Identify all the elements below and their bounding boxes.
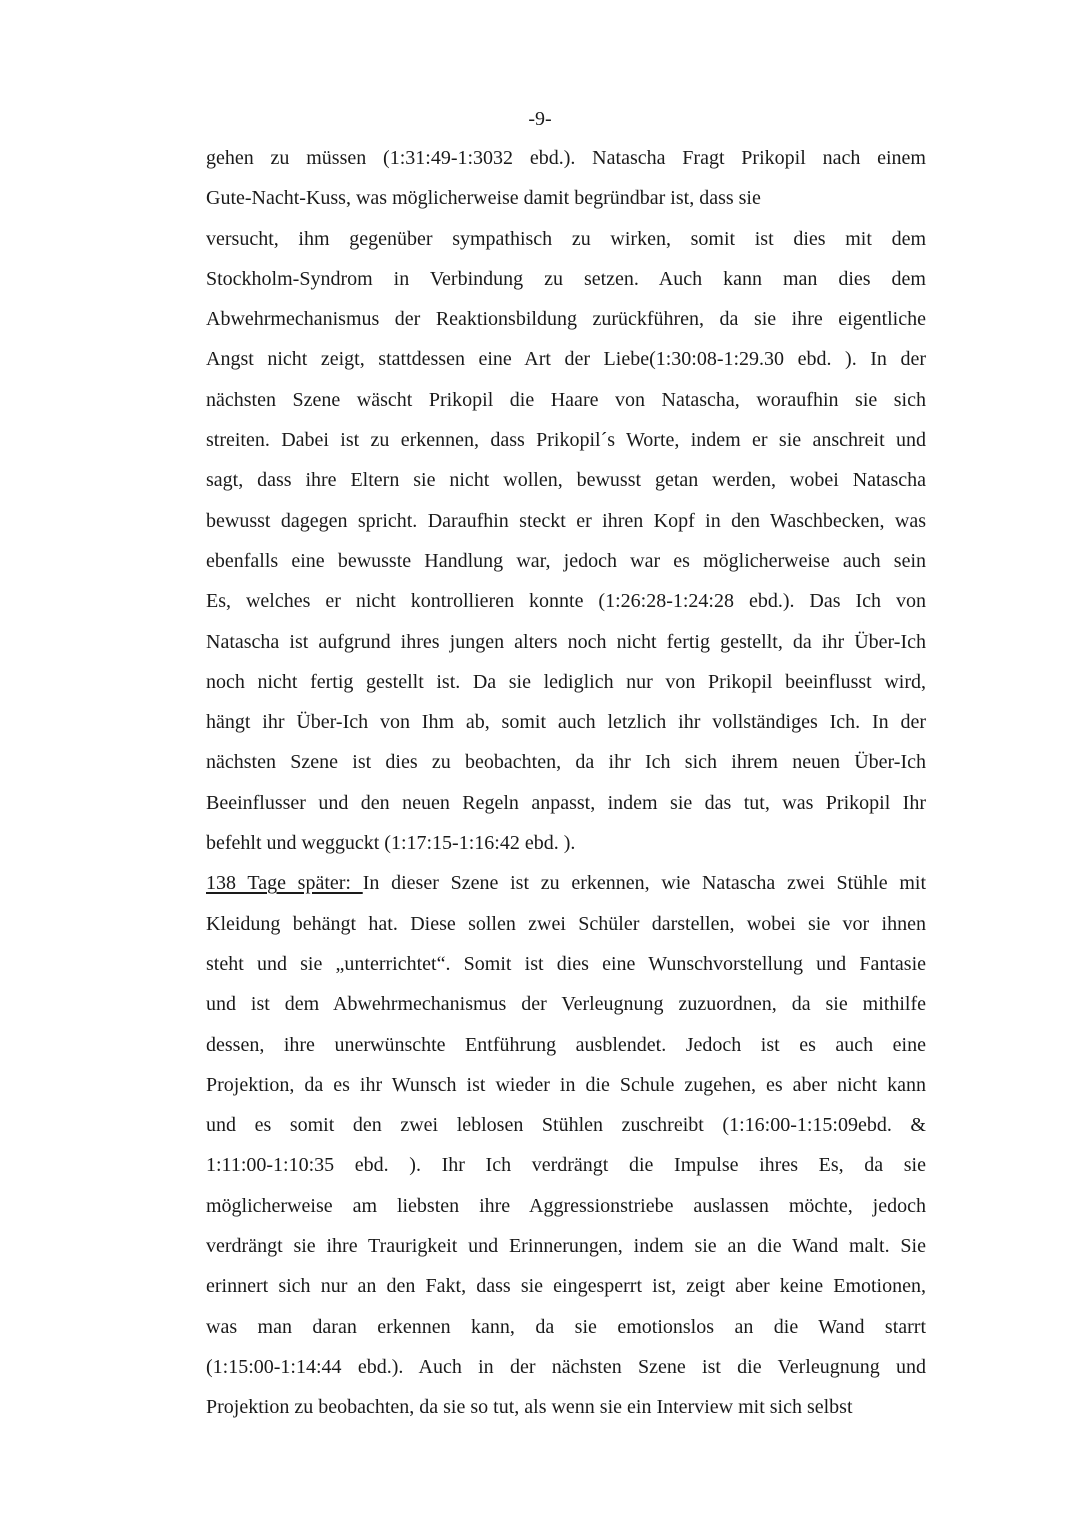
section-heading-line (206, 866, 926, 906)
text-line: ebenfalls eine bewusste Handlung war, jedoch war es möglicherweise auch sein (206, 549, 926, 572)
text-line: 1:11:00-1:10:35 ebd. ). Ihr Ich verdrängt die Impulse ihres Es, da sie (206, 1154, 926, 1177)
text-line: befehlt und wegguckt (1:17:15-1:16:42 ebd. ). (206, 832, 576, 855)
text-line: Natascha ist aufgrund ihres jungen alters noch nicht fertig gestellt, da ihr Über-Ich (206, 630, 926, 653)
text-line: nächsten Szene ist dies zu beobachten, da ihr Ich sich ihrem neuen Über-Ich (206, 751, 926, 774)
text-line: Kleidung behängt hat. Diese sollen zwei Schüler darstellen, wobei sie vor ihnen (206, 912, 926, 935)
text-line: (1:15:00-1:14:44 ebd.). Auch in der nächsten Szene ist die Verleugnung und (206, 1355, 926, 1378)
text-line: steht und sie „unterrichtet“. Somit ist dies eine Wunschvorstellung und Fantasie (206, 952, 926, 975)
text-line: versucht, ihm gegenüber sympathisch zu wirken, somit ist dies mit dem (206, 227, 926, 250)
text-line: und ist dem Abwehrmechanismus der Verleugnung zuzuordnen, da sie mithilfe (206, 993, 926, 1016)
text-line: Es, welches er nicht kontrollieren konnte (1:26:28-1:24:28 ebd.). Das Ich von (206, 590, 926, 613)
text-line: dessen, ihre unerwünschte Entführung ausblendet. Jedoch ist es auch eine (206, 1033, 926, 1056)
text-line: sagt, dass ihre Eltern sie nicht wollen, bewusst getan werden, wobei Natascha (206, 469, 926, 492)
text-line: hängt ihr Über-Ich von Ihm ab, somit auch letzlich ihr vollständiges Ich. In der (206, 711, 926, 734)
text-line: Projektion zu beobachten, da sie so tut, als wenn sie ein Interview mit sich selbst (206, 1396, 853, 1419)
body-text (206, 141, 926, 1431)
text-line: erinnert sich nur an den Fakt, dass sie eingesperrt ist, zeigt aber keine Emotionen, (206, 1275, 926, 1298)
section-heading-label: 138 Tage später: (206, 872, 363, 895)
text-line: bewusst dagegen spricht. Daraufhin steckt er ihren Kopf in den Waschbecken, was (206, 509, 926, 532)
text-line: möglicherweise am liebsten ihre Aggressionstriebe auslassen möchte, jedoch (206, 1194, 926, 1217)
section-heading-text: In dieser Szene ist zu erkennen, wie Natascha zwei Stühle mit (362, 872, 926, 895)
text-line: Projektion, da es ihr Wunsch ist wieder in die Schule zugehen, es aber nicht kann (206, 1073, 926, 1096)
text-line: noch nicht fertig gestellt ist. Da sie lediglich nur von Prikopil beeinflusst wird, (206, 670, 926, 693)
text-line: Gute-Nacht-Kuss, was möglicherweise damit begründbar ist, dass sie (206, 187, 761, 210)
text-line: Beeinflusser und den neuen Regeln anpasst, indem sie das tut, was Prikopil Ihr (206, 791, 926, 814)
text-line: Abwehrmechanismus der Reaktionsbildung zurückführen, da sie ihre eigentliche (206, 308, 926, 331)
text-line: gehen zu müssen (1:31:49-1:3032 ebd.). Natascha Fragt Prikopil nach einem (206, 147, 926, 169)
text-line: streiten. Dabei ist zu erkennen, dass Prikopil´s Worte, indem er sie anschreit und (206, 429, 926, 452)
text-line: was man daran erkennen kann, da sie emotionslos an die Wand starrt (206, 1315, 926, 1338)
text-line: und es somit den zwei leblosen Stühlen zuschreibt (1:16:00-1:15:09ebd. & (206, 1114, 926, 1137)
text-line: Angst nicht zeigt, stattdessen eine Art der Liebe(1:30:08-1:29.30 ebd. ). In der (206, 348, 926, 371)
text-line: Stockholm-Syndrom in Verbindung zu setzen. Auch kann man dies dem (206, 267, 926, 290)
text-line: nächsten Szene wäscht Prikopil die Haare von Natascha, woraufhin sie sich (206, 388, 926, 411)
text-line: verdrängt sie ihre Traurigkeit und Erinnerungen, indem sie an die Wand malt. Sie (206, 1235, 926, 1258)
page-number: -9- (528, 108, 552, 130)
